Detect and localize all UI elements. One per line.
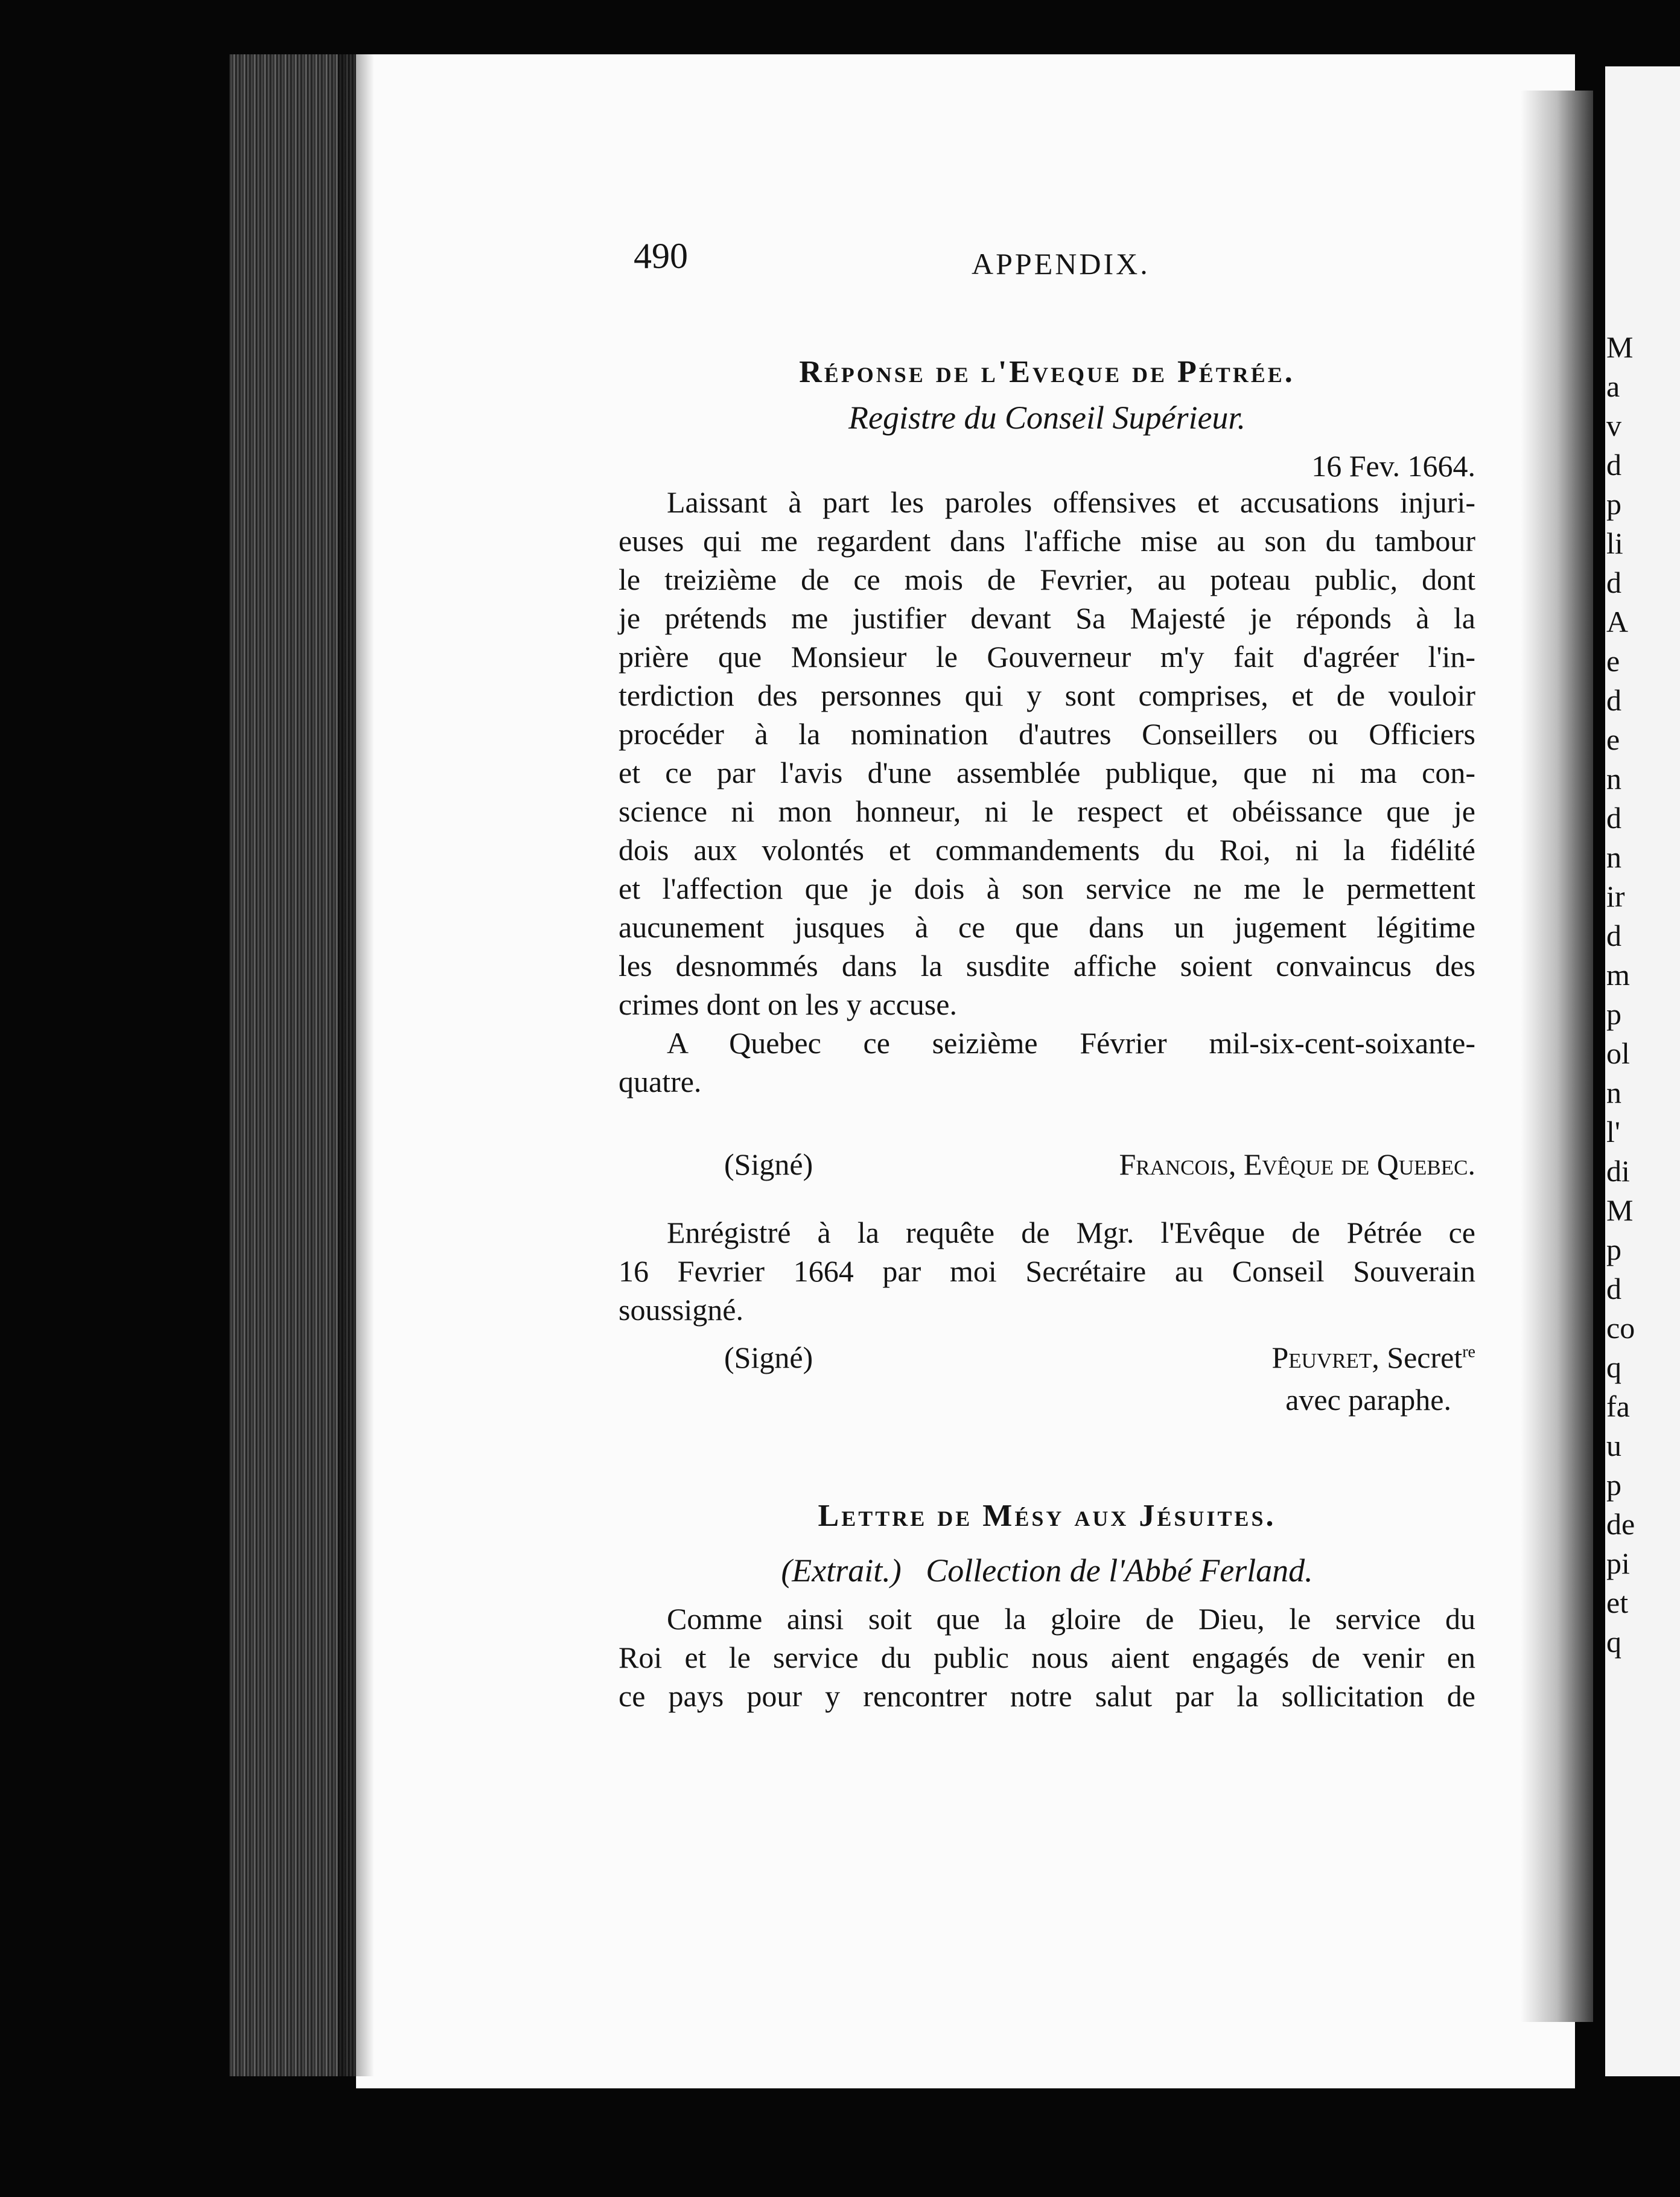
facing-page-text: M — [1606, 1193, 1634, 1227]
section-source-collection — [619, 1551, 1475, 1590]
signature-row-1 — [724, 1147, 1475, 1182]
para-line: crimes dont on les y accuse. — [619, 987, 957, 1021]
section-date — [619, 447, 1475, 485]
facing-page-text: d — [1606, 448, 1621, 482]
facing-page-text: n — [1606, 1076, 1621, 1109]
facing-page-text: d — [1606, 566, 1621, 599]
facing-page-text: v — [1606, 409, 1621, 442]
signed-label: (Signé) — [724, 1147, 813, 1181]
registration-paragraph — [619, 1213, 1475, 1329]
page-number: 490 — [634, 236, 688, 276]
facing-page-text: d — [1606, 801, 1621, 835]
place-line: A Quebec ce seizième Février mil-six-cent-soixante- — [667, 1026, 1475, 1060]
spine-shadow — [338, 54, 374, 2076]
para-line: dois aux volontés et commandements du Roi, ni la fidélité — [619, 833, 1475, 867]
page-gutter-shadow — [1521, 91, 1593, 2022]
facing-page-text: A — [1606, 605, 1629, 639]
facing-page-text: p — [1606, 487, 1621, 521]
facing-page-text: fa — [1606, 1389, 1630, 1423]
paraphe-text: avec paraphe. — [1285, 1383, 1451, 1417]
facing-page-text: et — [1606, 1586, 1629, 1619]
para-line: et l'affection que je dois à son service ne me le permettent — [619, 872, 1475, 905]
source-extrait: (Extrait.) — [781, 1552, 902, 1589]
para-line: prière que Monsieur le Gouverneur m'y fait d'agréer l'in- — [619, 640, 1475, 674]
facing-page-fragment — [1605, 66, 1680, 2076]
para-line: les desnommés dans la susdite affiche soient convaincus des — [619, 949, 1475, 983]
para-line: le treizième de ce mois de Fevrier, au poteau public, dont — [619, 563, 1475, 596]
section-title-lettre: Lettre de Mésy aux Jésuites. — [818, 1499, 1276, 1533]
facing-page-text: d — [1606, 683, 1621, 717]
page-header — [628, 235, 1472, 284]
facing-page-text: a — [1606, 369, 1620, 403]
facing-page-text: ir — [1606, 879, 1625, 913]
facing-page-text: ol — [1606, 1036, 1630, 1070]
facing-page-text: p — [1606, 997, 1621, 1031]
reg-line: 16 Fevrier 1664 par moi Secrétaire au Conseil Souverain — [619, 1254, 1475, 1288]
lettre-line: ce pays pour y rencontrer notre salut par la sollicitation de — [619, 1679, 1475, 1713]
facing-page-text: q — [1606, 1350, 1621, 1384]
para-line: terdiction des personnes qui y sont comprises, et de vouloir — [619, 678, 1475, 712]
facing-page-text: p — [1606, 1232, 1621, 1266]
signatory-francois: Francois, Evêque de Quebec. — [1119, 1147, 1475, 1181]
facing-page-text: d — [1606, 1272, 1621, 1306]
facing-page-text: e — [1606, 644, 1620, 678]
facing-page-text: n — [1606, 762, 1621, 796]
reponse-paragraph — [619, 483, 1475, 1101]
facing-page-text: u — [1606, 1429, 1621, 1462]
facing-page-text: co — [1606, 1311, 1635, 1345]
signature-row-2 — [724, 1340, 1475, 1375]
para-line: Laissant à part les paroles offensives et accusations injuri- — [667, 485, 1475, 519]
para-line: et ce par l'avis d'une assemblée publique, que ni ma con- — [619, 756, 1475, 789]
signed-label: (Signé) — [724, 1341, 813, 1374]
reg-line: soussigné. — [619, 1293, 743, 1327]
section-source-registre: Registre du Conseil Supérieur. — [848, 400, 1246, 436]
facing-page-text: p — [1606, 1468, 1621, 1502]
facing-page-text: n — [1606, 840, 1621, 874]
lettre-line: Roi et le service du public nous aient engagés de venir en — [619, 1641, 1475, 1674]
signatory-peuvret — [1271, 1340, 1475, 1375]
facing-page-text: de — [1606, 1507, 1635, 1541]
lettre-paragraph — [619, 1599, 1475, 1715]
para-line: je prétends me justifier devant Sa Majesté je réponds à la — [619, 601, 1475, 635]
signatory-title: Secret — [1387, 1341, 1463, 1374]
date-text: 16 Fev. 1664. — [1311, 449, 1475, 483]
para-line: euses qui me regardent dans l'affiche mise au son du tambour — [619, 524, 1475, 558]
facing-page-text: pi — [1606, 1546, 1630, 1580]
para-line: science ni mon honneur, ni le respect et obéissance que je — [619, 794, 1475, 828]
facing-page-text: m — [1606, 958, 1630, 992]
lettre-line: Comme ainsi soit que la gloire de Dieu, le service du — [667, 1602, 1475, 1636]
facing-page-text: d — [1606, 919, 1621, 952]
facing-page-text: l' — [1606, 1115, 1620, 1149]
facing-page-text: e — [1606, 722, 1620, 756]
facing-page-text: di — [1606, 1154, 1630, 1188]
running-head: APPENDIX. — [972, 247, 1150, 281]
place-line: quatre. — [619, 1065, 702, 1098]
reg-line: Enrégistré à la requête de Mgr. l'Evêque de Pétrée ce — [667, 1216, 1475, 1249]
para-line: procéder à la nomination d'autres Conseillers ou Officiers — [619, 717, 1475, 751]
section-title-reponse: Réponse de l'Eveque de Pétrée. — [799, 355, 1295, 389]
signatory-sup: re — [1462, 1342, 1475, 1362]
signatory-name: Peuvret, — [1271, 1341, 1379, 1374]
source-collection: Collection de l'Abbé Ferland. — [926, 1552, 1313, 1589]
facing-page-text: li — [1606, 526, 1623, 560]
facing-page-text: M — [1606, 330, 1634, 364]
facing-page-text: q — [1606, 1625, 1621, 1659]
para-line: aucunement jusques à ce que dans un jugement légitime — [619, 910, 1475, 944]
